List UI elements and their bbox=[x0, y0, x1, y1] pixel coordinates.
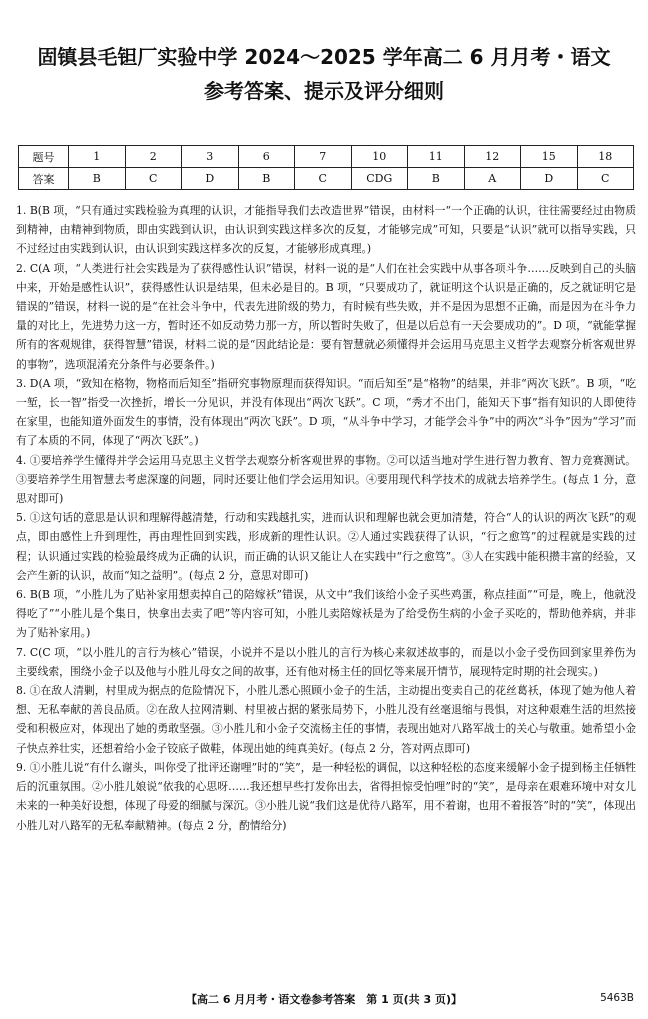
answer-cell: D bbox=[182, 168, 239, 190]
explanation-item: 8. ①在敌人清剿，村里成为据点的危险情况下，小胜儿悉心照顾小金子的生活，主动提出变卖自己的花丝葛袄，体现了她为他人着想、无私奉献的善良品质。②在敌人拉网清剿、村里被占据的紧张局势下，小胜儿没有丝毫退缩与畏惧，对这种艰难生活的坦然接受和积极应对，体现出了她的勇敢坚强。③小胜儿和小金子交流杨主任的事情，表现出她对八路军战士的关心与敬重。她希望小金子快点养壮实，还想着给小金子铰底子做鞋，体现出她的纯真美好。(每点 2 分，答对两点即可) bbox=[16, 684, 636, 755]
document-code: 5463B bbox=[600, 992, 634, 1004]
question-number: 15 bbox=[521, 146, 578, 168]
answer-cell: C bbox=[577, 168, 634, 190]
answer-cell: D bbox=[521, 168, 578, 190]
explanation-item: 4. ①要培养学生懂得并学会运用马克思主义哲学去观察分析客观世界的事物。②可以适当地对学生进行智力教育、智力竞赛测试。③要培养学生用智慧去考虑深邃的问题，同时还要让他们学会运用知识。④要用现代科学技术的成就去培养学生。(每点 1 分，意思对即可) bbox=[16, 453, 636, 506]
question-number: 12 bbox=[464, 146, 521, 168]
explanation-item: 6. B(B 项，“小胜儿为了贴补家用想卖掉自己的陪嫁袄”错误，从文中“我们该给小金子买些鸡蛋，称点挂面”“可是，晚上，他就没得吃了”“小胜儿是个集日，快拿出去卖了吧”等内容可知，小胜儿卖陪嫁袄是为了给受伤生病的小金子买吃的，帮助他养病，并非为了贴补家用。) bbox=[16, 588, 636, 640]
question-number: 1 bbox=[69, 146, 126, 168]
explanation-item: 9. ①小胜儿说“有什么谢头，叫你受了批评还谢哩”时的“笑”，是一种轻松的调侃，以这种轻松的态度来缓解小金子提到杨主任牺牲后的沉重氛围。②小胜儿娘说“依我的心思呀……我还想早些打发你出去，省得担惊受怕哩”时的“笑”，是母亲在艰难环境中对女儿未来的一种美好设想，体现了母爱的细腻与深沉。③小胜儿说“我们这是优待八路军，用不着谢，也用不着报答”时的“笑”，体现出小胜儿对八路军的无私奉献精神。(每点 2 分，酌情给分) bbox=[16, 760, 636, 832]
document-subtitle: 参考答案、提示及评分细则 bbox=[204, 79, 444, 103]
question-number: 11 bbox=[408, 146, 465, 168]
question-number: 2 bbox=[125, 146, 182, 168]
question-number: 10 bbox=[351, 146, 408, 168]
answer-cell: B bbox=[238, 168, 295, 190]
question-number-row bbox=[19, 146, 634, 168]
answer-table bbox=[18, 145, 634, 190]
row-label-question: 题号 bbox=[19, 146, 69, 168]
explanation-item: 7. C(C 项，“以小胜儿的言行为核心”错误，小说并不是以小胜儿的言行为核心来叙述故事的，而是以小金子受伤回到家里养伤为主要线索，围绕小金子以及他与小胜儿母女之间的故事，还有他对杨主任的回忆等来展开情节，展现特定时期的社会现实。) bbox=[16, 645, 636, 678]
answer-cell: CDG bbox=[351, 168, 408, 190]
explanation-item: 5. ①这句话的意思是认识和理解得越清楚，行动和实践越扎实，进而认识和理解也就会更加清楚，符合“人的认识的两次飞跃”的观点，即由感性上升到理性，再由理性回到实践，形成新的理性认识。②人通过实践获得了认识，“行之愈笃”的过程就是实践的过程；认识通过实践的检验最终成为正确的认识，而正确的认识又能让人在实践中“行之愈笃”。③人在实践中能积攒丰富的经验，又会产生新的认识，故而“知之益明”。(每点 2 分，意思对即可) bbox=[16, 511, 636, 582]
explanation-item: 1. B(B 项，“只有通过实践检验为真理的认识，才能指导我们去改造世界”错误，由材料一“一个正确的认识，往往需要经过由物质到精神，由精神到物质，即由实践到认识，由认识到实践这样多次的反复，才能够完成”可知，只要是“认识”就可以指导实践，只不过经过由实践到认识，由认识到实践这样多次的反复，才能够形成真理。) bbox=[16, 204, 636, 256]
answer-cell: C bbox=[125, 168, 182, 190]
row-label-answer: 答案 bbox=[19, 168, 69, 190]
answer-cell: C bbox=[295, 168, 352, 190]
answer-cell: B bbox=[69, 168, 126, 190]
question-number: 6 bbox=[238, 146, 295, 168]
question-number: 18 bbox=[577, 146, 634, 168]
answer-explanations bbox=[16, 201, 636, 835]
answer-row bbox=[19, 168, 634, 190]
answer-cell: A bbox=[464, 168, 521, 190]
explanation-item: 3. D(A 项，“致知在格物，物格而后知至”指研究事物原理而获得知识。“而后知至”是“格物”的结果，并非“两次飞跃”。B 项，“吃一堑，长一智”指受一次挫折，增长一分见识，并没有体现出“两次飞跃”。C 项，“秀才不出门，能知天下事”指有知识的人即使待在家里，也能知道外面发生的事情，没有体现出“两次飞跃”。D 项，“从斗争中学习，才能学会斗争”中的两次“斗争”因为“学习”而有了本质的不同，体现了“两次飞跃”。) bbox=[16, 376, 636, 448]
document-title: 固镇县毛钽厂实验中学 2024～2025 学年高二 6 月月考・语文 bbox=[37, 45, 611, 69]
answer-cell: B bbox=[408, 168, 465, 190]
explanation-item: 2. C(A 项，“人类进行社会实践是为了获得感性认识”错误，材料一说的是“人们在社会实践中从事各项斗争……反映到自己的头脑中来，开始是感性认识”，获得感性认识是结果，但未必是目的。B 项，“只要成功了，就证明这个认识是正确的，反之就证明它是错误的”错误，材料一说的是“在社会斗争中，代表先进阶级的势力，有时候有些失败，并不是因为思想不正确，而是因为在斗争力量的对比上，先进势力这一方，暂时还不如反动势力那一方，所以暂时失败了，但是以后总有一天会要成功的”。D 项，“就能掌握所有的客观规律，获得智慧”错误，材料二说的是“因此结论是：要有智慧就必须懂得并会运用马克思主义哲学去观察分析客观世界的事物”，选项混淆充分条件与必要条件。) bbox=[16, 261, 636, 371]
question-number: 7 bbox=[295, 146, 352, 168]
page-footer: 【高二 6 月月考・语文卷参考答案 第 1 页(共 3 页)】 bbox=[186, 993, 462, 1006]
question-number: 3 bbox=[182, 146, 239, 168]
